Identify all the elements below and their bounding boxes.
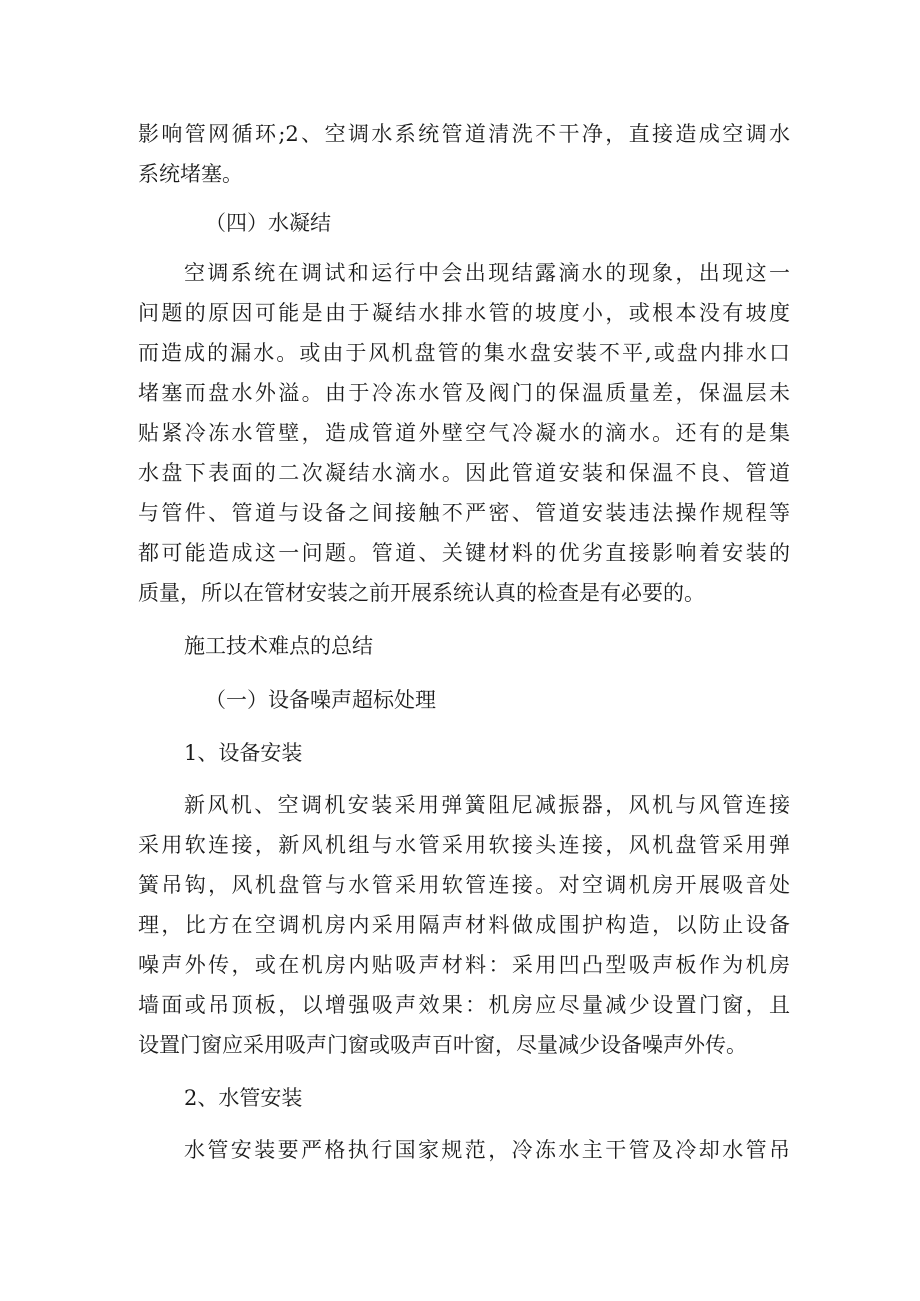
subsection-heading: 2、水管安装: [184, 1086, 303, 1110]
paragraph-line: 质量，所以在管材安装之前开展系统认真的检查是有必要的。: [138, 581, 705, 605]
section-heading: （四）水凝结: [205, 211, 331, 235]
paragraph-line: 与管件、管道与设备之间接触不严密、管道安装违法操作规程等: [138, 501, 790, 525]
paragraph-line: 堵塞而盘水外溢。由于冷冻水管及阀门的保温质量差，保温层未: [138, 381, 790, 405]
paragraph-line: 噪声外传，或在机房内贴吸声材料：采用凹凸型吸声板作为机房: [138, 953, 790, 977]
paragraph-line: 水管安装要严格执行国家规范，冷冻水主干管及冷却水管吊: [184, 1138, 790, 1162]
paragraph-line: 系统堵塞。: [138, 162, 243, 186]
paragraph-line: 而造成的漏水。或由于风机盘管的集水盘安装不平,或盘内排水口: [138, 341, 790, 365]
paragraph-line: 影响管网循环;2、空调水系统管道清洗不干净，直接造成空调水: [138, 122, 790, 146]
paragraph-line: 水盘下表面的二次凝结水滴水。因此管道安装和保温不良、管道: [138, 461, 790, 485]
paragraph-line: 簧吊钩，风机盘管与水管采用软管连接。对空调机房开展吸音处: [138, 873, 790, 897]
section-heading: （一）设备噪声超标处理: [205, 688, 436, 712]
paragraph-line: 墙面或吊顶板，以增强吸声效果：机房应尽量减少设置门窗，且: [138, 993, 790, 1017]
paragraph-line: 设置门窗应采用吸声门窗或吸声百叶窗，尽量减少设备噪声外传。: [138, 1033, 747, 1057]
subsection-heading: 1、设备安装: [184, 741, 303, 765]
paragraph-line: 空调系统在调试和运行中会出现结露滴水的现象，出现这一: [184, 261, 790, 285]
paragraph-line: 采用软连接，新风机组与水管采用软接头连接，风机盘管采用弹: [138, 833, 790, 857]
paragraph-line: 理，比方在空调机房内采用隔声材料做成围护构造，以防止设备: [138, 913, 790, 937]
paragraph-line: 贴紧冷冻水管壁，造成管道外壁空气冷凝水的滴水。还有的是集: [138, 421, 790, 445]
paragraph-line: 都可能造成这一问题。管道、关键材料的优劣直接影响着安装的: [138, 541, 790, 565]
paragraph-line: 问题的原因可能是由于凝结水排水管的坡度小，或根本没有坡度: [138, 301, 790, 325]
section-heading: 施工技术难点的总结: [184, 634, 373, 658]
paragraph-line: 新风机、空调机安装采用弹簧阻尼减振器，风机与风管连接: [184, 793, 790, 817]
